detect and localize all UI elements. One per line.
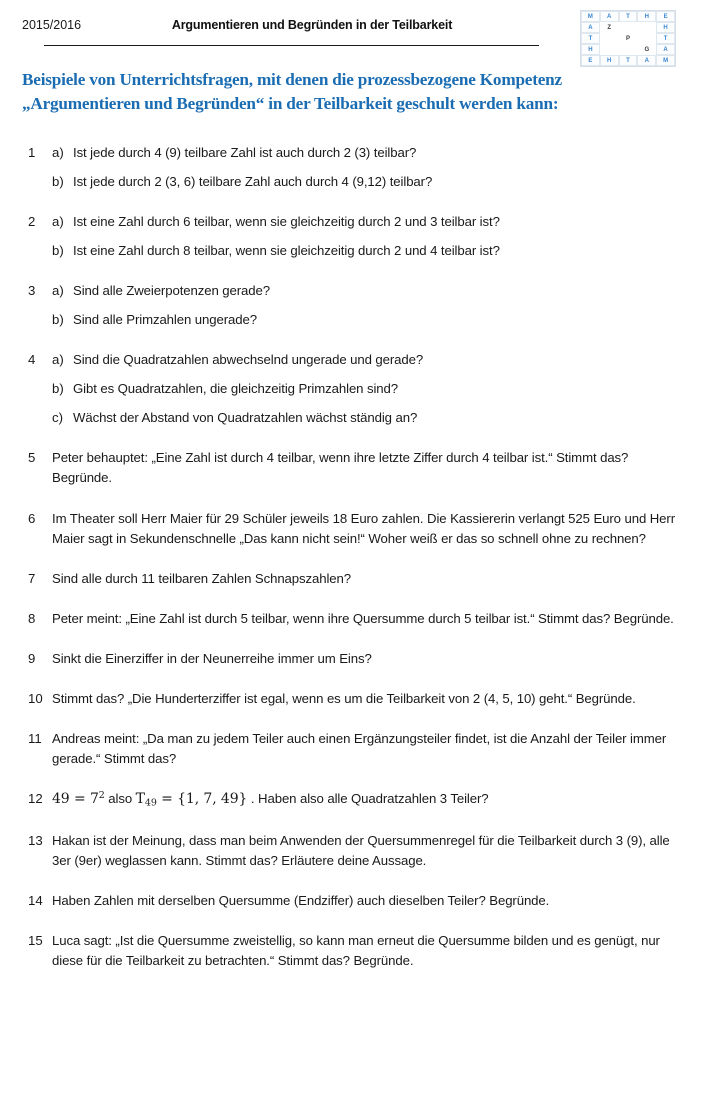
logo-cell: T: [656, 33, 675, 44]
question-item: [22, 281, 679, 330]
question-body: [52, 569, 679, 589]
question-list: [22, 143, 679, 972]
logo-cell: H: [581, 44, 600, 55]
sub-question-label: b): [52, 243, 64, 259]
question-text: Luca sagt: „Ist die Quersumme zweistellig, so kann man erneut die Quersumme bilden und es genügt, nur diese für die Teilbarkeit zu betrachten.“ Stimmt das? Begründe.: [52, 933, 660, 969]
sub-question-text: Sind alle Zweierpotenzen gerade?: [73, 283, 270, 299]
question-text: Hakan ist der Meinung, dass man beim Anwenden der Quersummenregel für die Teilbarkeit durch 3 (9), alle 3er (9er) weglassen kann. Stimmt das? Erläutere deine Aussage.: [52, 833, 670, 869]
logo-cell: M: [581, 11, 600, 22]
math-set-value: = {1, 7, 49}: [156, 791, 248, 808]
math-set-subscript: 49: [144, 797, 157, 809]
question-number: 4: [28, 352, 36, 368]
logo-cell: Z: [600, 22, 619, 33]
sub-question: [52, 350, 679, 370]
sub-question-label: a): [52, 213, 64, 229]
question-body: [52, 350, 679, 428]
question-number: 13: [28, 833, 43, 849]
question-body: [52, 212, 679, 261]
math-divisor-set: [136, 791, 248, 807]
question-number: 5: [28, 450, 36, 466]
logo-cell: M: [656, 55, 675, 66]
sub-question-label: b): [52, 173, 64, 189]
question-body: [52, 509, 679, 549]
sub-question-text: Ist eine Zahl durch 8 teilbar, wenn sie gleichzeitig durch 2 und 4 teilbar ist?: [73, 243, 500, 259]
header-divider: [44, 45, 539, 46]
question-body: [52, 831, 679, 871]
question-item: [22, 143, 679, 192]
sub-question: [52, 310, 679, 330]
question-number: 7: [28, 570, 36, 586]
question-number: 14: [28, 893, 43, 909]
math-base: 49 = 7: [52, 791, 99, 808]
page-title: Beispiele von Unterrichtsfragen, mit denen die prozessbezogene Kompetenz „Argumentieren und Begründen“ in der Teilbarkeit geschult werden kann:: [22, 70, 562, 114]
sub-question-text: Gibt es Quadratzahlen, die gleichzeitig Primzahlen sind?: [73, 381, 399, 397]
sub-question: [52, 172, 679, 192]
question-text: Im Theater soll Herr Maier für 29 Schüler jeweils 18 Euro zahlen. Die Kassiererin verlangt 525 Euro und Herr Maier sagt in Sekundenschnelle „Das kann nicht sein!“ Woher weiß er das so schnell ohne zu rechnen?: [52, 510, 675, 546]
question-text: Stimmt das? „Die Hunderterziffer ist egal, wenn es um die Teilbarkeit von 2 (4, 5, 10) geht.“ Begründe.: [52, 690, 636, 706]
math-expression-power: [52, 791, 105, 807]
logo-cell: P: [619, 33, 638, 44]
logo-cell: E: [656, 11, 675, 22]
question-number: 3: [28, 283, 36, 299]
sub-question: [52, 281, 679, 301]
sub-question: [52, 408, 679, 428]
sub-question-label: a): [52, 144, 64, 160]
question-body: [52, 789, 679, 811]
question-number: 8: [28, 610, 36, 626]
question-body: [52, 143, 679, 192]
question-item: [22, 789, 679, 811]
question-text: Andreas meint: „Da man zu jedem Teiler auch einen Ergänzungsteiler findet, ist die Anzahl der Teiler immer gerade.“ Stimmt das?: [52, 730, 667, 766]
question-number: 1: [28, 144, 36, 160]
question-number: 10: [28, 690, 43, 706]
question-item: [22, 509, 679, 549]
logo-grid: [581, 11, 675, 66]
question-item: [22, 350, 679, 428]
logo-cell: T: [619, 11, 638, 22]
logo-cell: A: [637, 55, 656, 66]
question-item: [22, 689, 679, 709]
question-number: 6: [28, 510, 36, 526]
question-text: Peter meint: „Eine Zahl ist durch 5 teilbar, wenn ihre Quersumme durch 5 teilbar ist.“ Stimmt das? Begründe.: [52, 610, 674, 626]
question-body: [52, 448, 679, 488]
question-item: [22, 448, 679, 488]
logo-cell: A: [581, 22, 600, 33]
sub-question-text: Sind die Quadratzahlen abwechselnd ungerade und gerade?: [73, 352, 424, 368]
question-body: [52, 609, 679, 629]
logo-cell: [637, 22, 656, 33]
question-item: [22, 212, 679, 261]
question-item: [22, 931, 679, 971]
logo-cell: [600, 44, 619, 55]
logo-cell: A: [600, 11, 619, 22]
question-item: [22, 609, 679, 629]
sub-question-text: Sind alle Primzahlen ungerade?: [73, 312, 257, 328]
page-header: [22, 0, 679, 64]
question-math-text: [52, 789, 679, 811]
mathe-grid-logo-icon: [580, 10, 676, 67]
sub-question-text: Wächst der Abstand von Quadratzahlen wächst ständig an?: [73, 410, 418, 426]
question-body: [52, 689, 679, 709]
sub-question-text: Ist eine Zahl durch 6 teilbar, wenn sie gleichzeitig durch 2 und 3 teilbar ist?: [73, 213, 500, 229]
question-number: 12: [28, 791, 43, 807]
sub-question: [52, 241, 679, 261]
question-text: Sind alle durch 11 teilbaren Zahlen Schnapszahlen?: [52, 570, 352, 586]
question-body: [52, 281, 679, 330]
question-item: [22, 569, 679, 589]
question-text: Sinkt die Einerziffer in der Neunerreihe immer um Eins?: [52, 650, 372, 666]
question-math-tail: . Haben also alle Quadratzahlen 3 Teiler?: [247, 791, 489, 807]
sub-question-label: b): [52, 312, 64, 328]
header-document-title: Argumentieren und Begründen in der Teilbarkeit: [171, 18, 453, 32]
question-body: [52, 649, 679, 669]
logo-cell: E: [581, 55, 600, 66]
question-number: 15: [28, 933, 43, 949]
logo-cell: A: [656, 44, 675, 55]
logo-cell: [619, 44, 638, 55]
question-number: 9: [28, 650, 36, 666]
header-school-year: 2015/2016: [22, 18, 82, 32]
sub-question-label: a): [52, 283, 64, 299]
math-exponent: 2: [98, 790, 105, 802]
logo-cell: T: [581, 33, 600, 44]
sub-question: [52, 143, 679, 163]
question-body: [52, 891, 679, 911]
sub-question-label: a): [52, 352, 64, 368]
sub-question-label: b): [52, 381, 64, 397]
logo-cell: [600, 33, 619, 44]
logo-cell: H: [600, 55, 619, 66]
question-item: [22, 891, 679, 911]
sub-question: [52, 379, 679, 399]
question-item: [22, 729, 679, 769]
question-text: Peter behauptet: „Eine Zahl ist durch 4 teilbar, wenn ihre letzte Ziffer durch 4 teilbar ist.“ Stimmt das? Begründe.: [52, 450, 629, 486]
question-body: [52, 729, 679, 769]
sub-question-text: Ist jede durch 4 (9) teilbare Zahl ist auch durch 2 (3) teilbar?: [73, 144, 417, 160]
math-connector: also: [104, 791, 136, 807]
question-item: [22, 649, 679, 669]
logo-cell: T: [619, 55, 638, 66]
question-number: 11: [28, 730, 42, 746]
sub-question: [52, 212, 679, 232]
sub-question-label: c): [52, 410, 63, 426]
question-text: Haben Zahlen mit derselben Quersumme (Endziffer) auch dieselben Teiler? Begründe.: [52, 893, 550, 909]
logo-cell: H: [656, 22, 675, 33]
logo-cell: [637, 33, 656, 44]
question-body: [52, 931, 679, 971]
logo-cell: [619, 22, 638, 33]
math-set-variable: T: [135, 791, 145, 808]
question-number: 2: [28, 213, 36, 229]
logo-cell: H: [637, 11, 656, 22]
sub-question-text: Ist jede durch 2 (3, 6) teilbare Zahl auch durch 4 (9,12) teilbar?: [73, 173, 433, 189]
logo-cell: G: [637, 44, 656, 55]
question-item: [22, 831, 679, 871]
